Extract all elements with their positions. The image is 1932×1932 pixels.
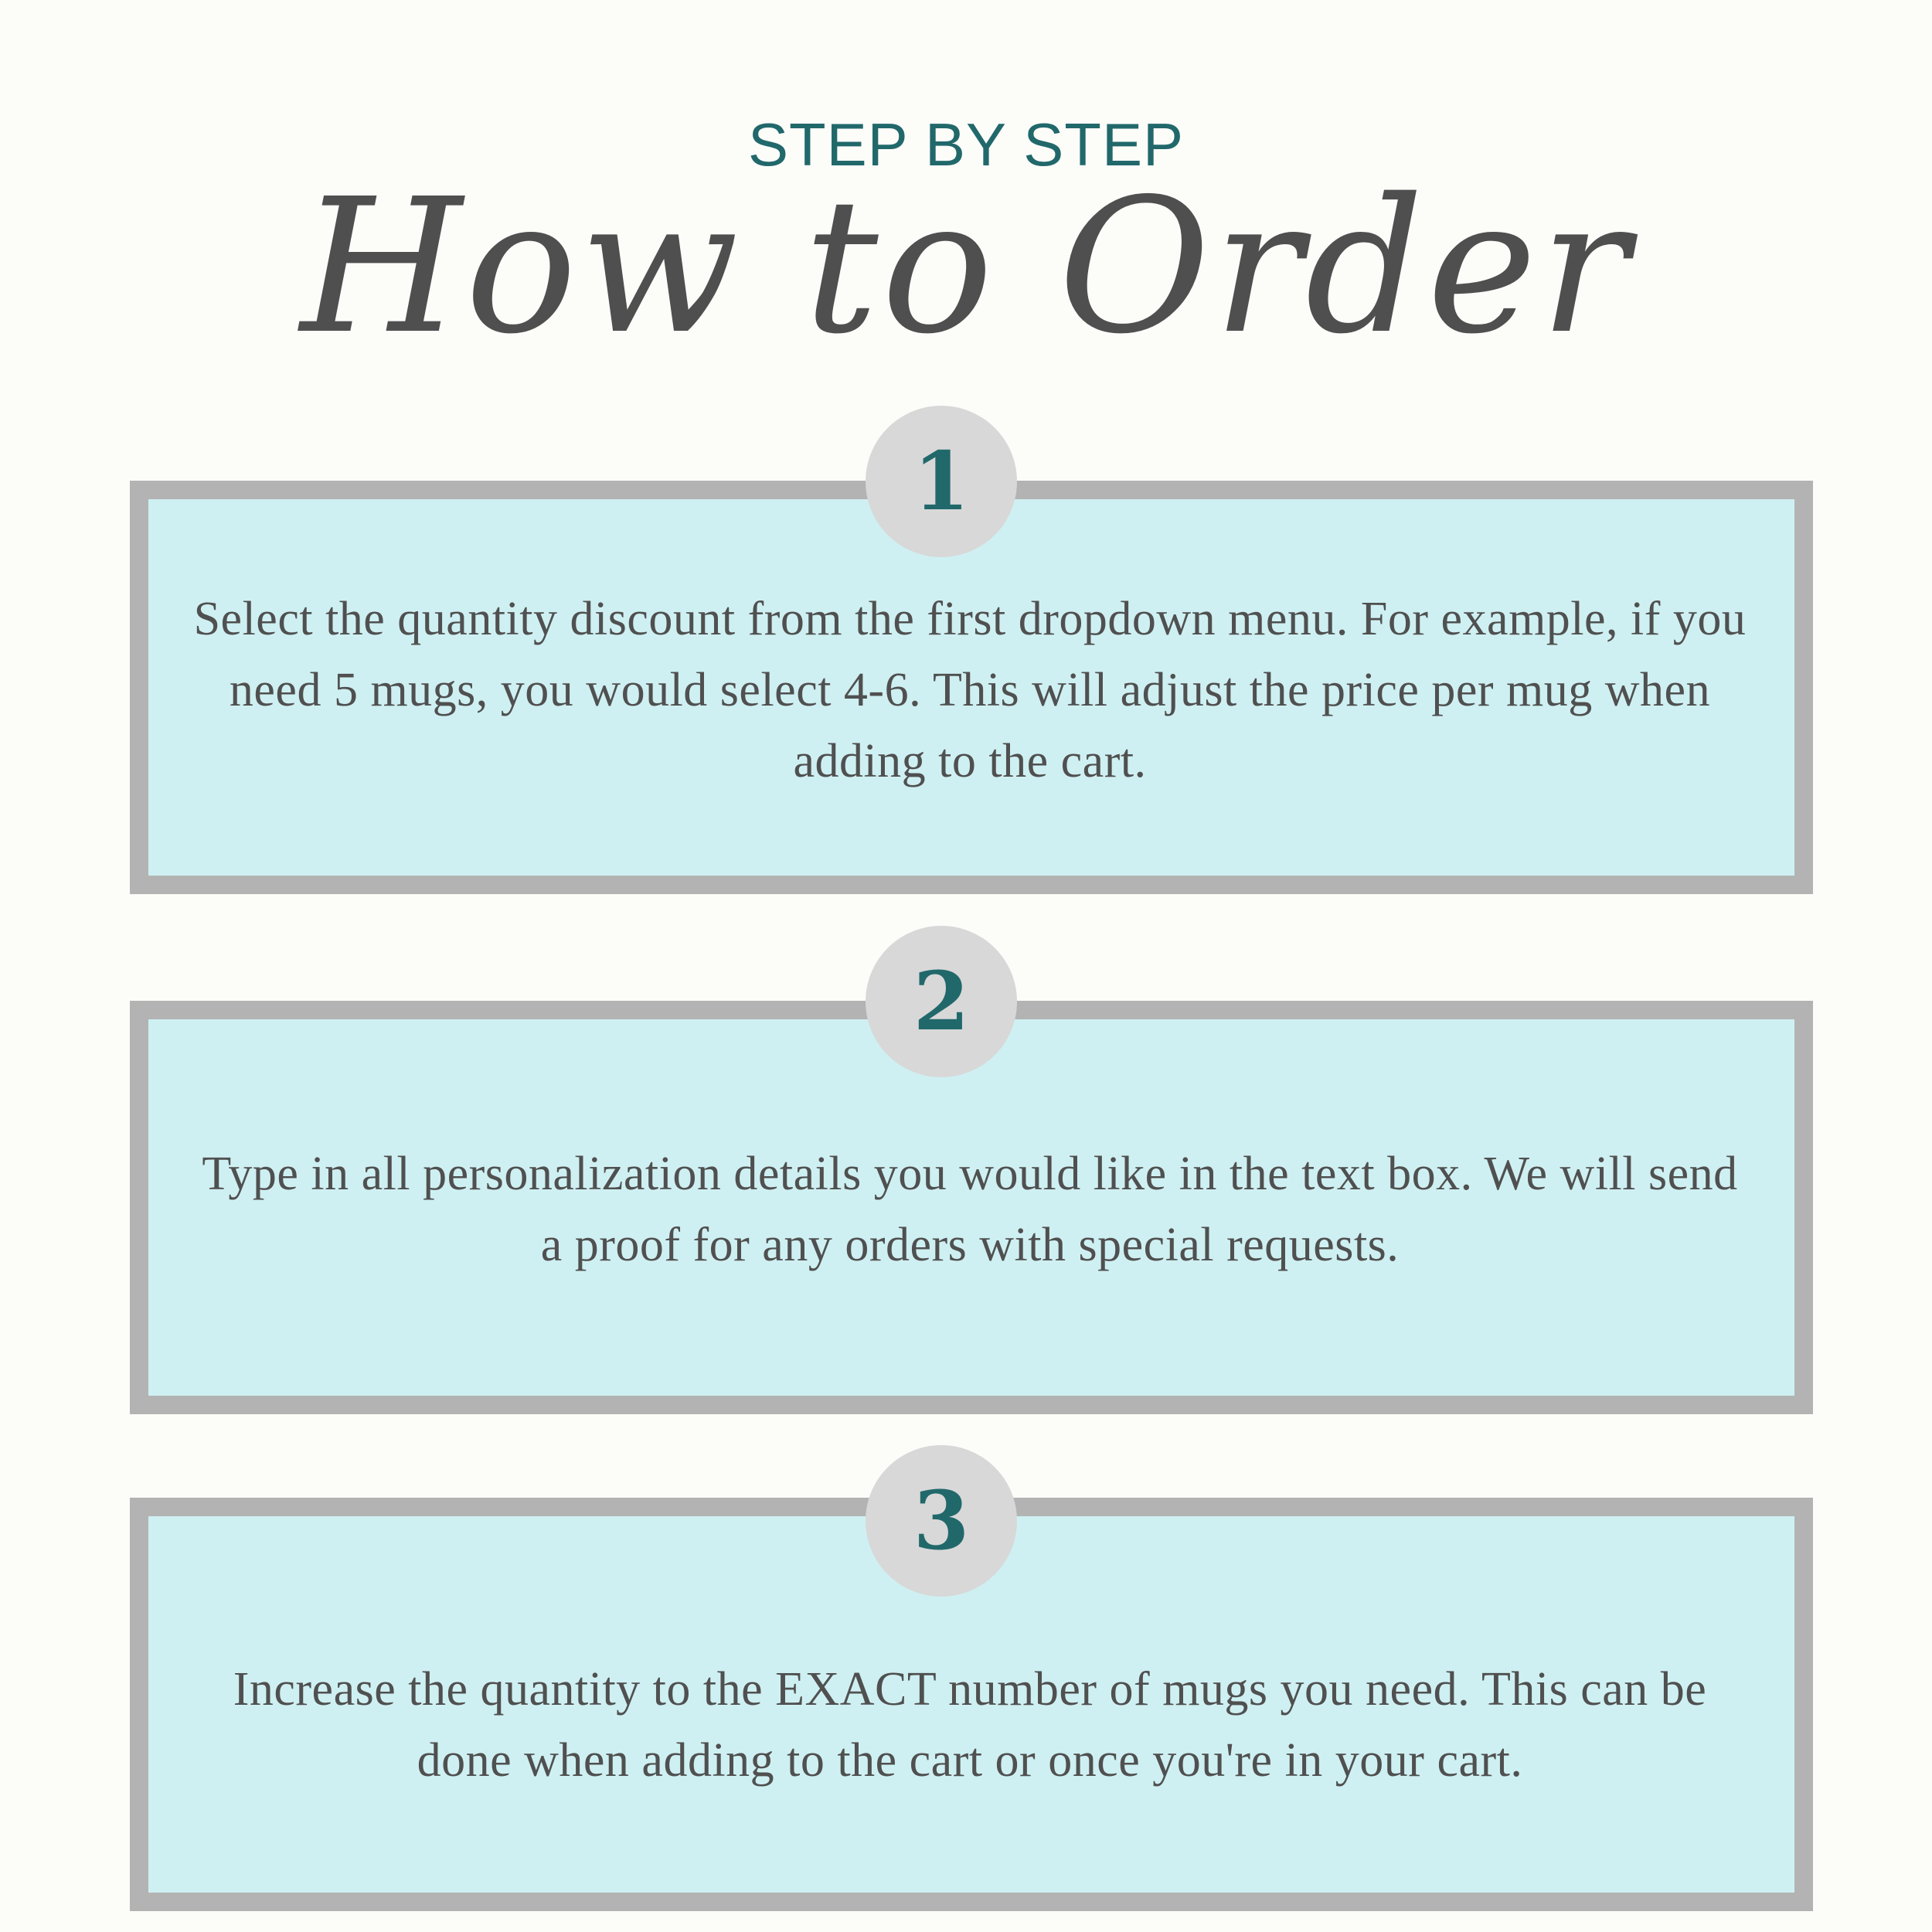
step-1-number-badge: 1 [866,406,1017,557]
step-3-number-badge: 3 [866,1445,1017,1597]
step-1-text: Select the quantity discount from the first dropdown menu. For example, if you need 5 mugs, you would select 4-6. This will adjust the price per mug when adding to the cart. [193,593,1747,787]
step-2-text: Type in all personalization details you would like in the text box. We will send a proof for any orders with special requests. [202,1148,1738,1271]
step-2-number-badge: 2 [866,926,1017,1077]
page-kicker: STEP BY STEP [747,111,1185,179]
page-title: How to Order [300,158,1632,375]
step-3-text: Increase the quantity to the EXACT number of mugs you need. This can be done when adding to the cart or once you're in your cart. [233,1663,1707,1787]
